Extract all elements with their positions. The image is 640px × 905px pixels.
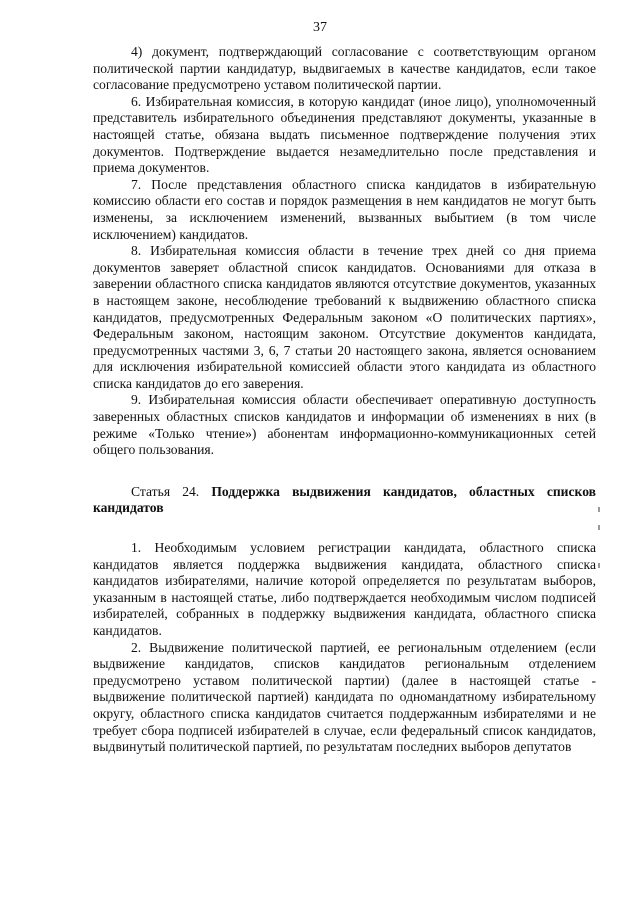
paragraph-part-9: 9. Избирательная комиссия области обеспечивает оперативную доступность заверенных областных списков кандидатов и информации об изменениях в них (в режиме «Только чтение») абонентам информационно-коммуникационных сетей общего пользования. <box>93 392 596 458</box>
article-paragraph-1: 1. Необходимым условием регистрации кандидата, областного списка кандидатов является поддержка выдвижения кандидата, областного списка кандидатов избирателями, наличие которой определяется по результатам выборов, указанным в настоящей статье, либо подтверждается необходимым числом подписей избирателей, собранных в поддержку выдвижения кандидата, областного списка кандидатов. <box>93 540 596 638</box>
scan-artifact-mark <box>598 507 600 512</box>
scan-artifact-mark <box>598 563 600 568</box>
page-number: 37 <box>313 20 327 35</box>
paragraph-part-6: 6. Избирательная комиссия, в которую кандидат (иное лицо), уполномоченный представитель избирательного объединения представляют документы, указанные в настоящей статье, обязана выдать письменное подтверждение получения этих документов. Подтверждение выдается незамедлительно после представления и приема документов. <box>93 93 596 176</box>
paragraph-part-8: 8. Избирательная комиссия области в течение трех дней со дня приема документов заверяет областной список кандидатов. Основаниями для отказа в заверении областного списка кандидатов являются отсутствие документов, указанных в настоящем законе, несоблюдение требований к выдвижению областного списка кандидатов, предусмотренных Федеральным законом «О политических партиях», Федеральным законом, настоящим законом. Отсутствие документов кандидата, предусмотренных частями 3, 6, 7 статьи 20 настоящего закона, является основанием для исключения избирательной комиссией области этого кандидата из областного списка кандидатов до его заверения. <box>93 243 596 391</box>
article-paragraph-2: 2. Выдвижение политической партией, ее региональным отделением (если выдвижение кандидатов, списков кандидатов региональным отделением предусмотрено уставом политической партии) (далее в настоящей статье - выдвижение политической партией) кандидата по одномандатному избирательному округу, областного списка кандидатов считается поддержанным избирателями и не требует сбора подписей избирателей в случае, если федеральный список кандидатов, выдвинутый политической партией, по результатам последних выборов депутатов <box>93 639 596 755</box>
scan-artifact-mark <box>598 525 600 530</box>
document-body <box>93 44 596 756</box>
article-title: Поддержка выдвижения кандидатов, областных списков кандидатов <box>93 483 597 516</box>
paragraph-item-4: 4) документ, подтверждающий согласование с соответствующим органом политической партии кандидатур, выдвигаемых в качестве кандидатов, если такое согласование предусмотрено уставом политической партии. <box>93 44 596 93</box>
article-heading <box>93 484 596 517</box>
article-body <box>93 540 596 756</box>
paragraph-part-7: 7. После представления областного списка кандидатов в избирательную комиссию области его состав и порядок размещения в нем кандидатов не могут быть изменены, за исключением изменений, вызванных выбытием (в том числе исключением) кандидатов. <box>93 176 596 242</box>
article-number: Статья 24. <box>131 483 200 499</box>
